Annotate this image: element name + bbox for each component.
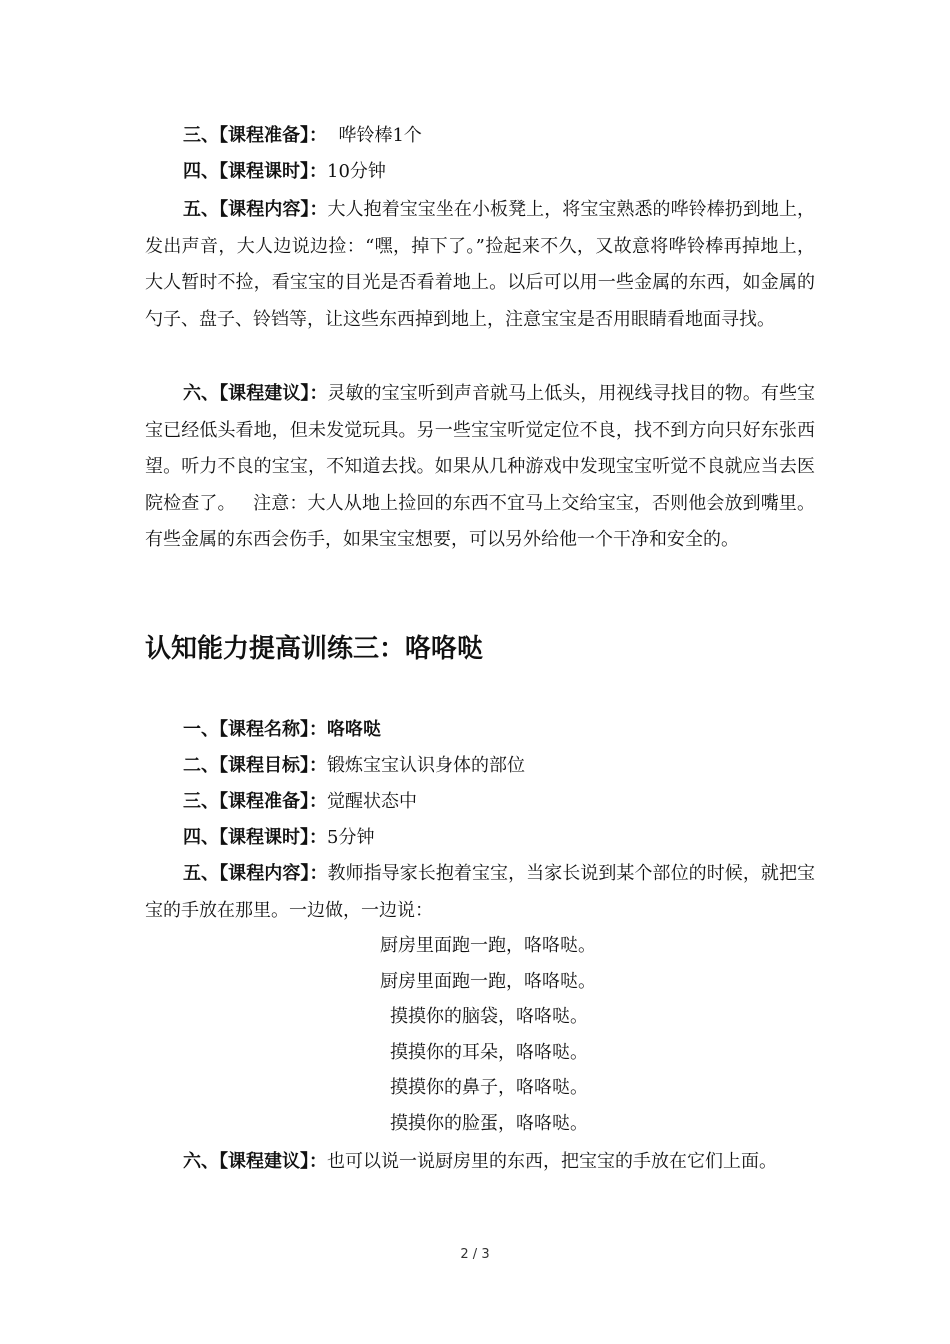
course-advice-value: 也可以说一说厨房里的东西，把宝宝的手放在它们上面。 bbox=[327, 1151, 777, 1172]
prep-value: 哗铃棒1个 bbox=[327, 125, 422, 146]
course-name-line bbox=[145, 712, 815, 749]
rhyme-line: 摸摸你的鼻子，咯咯哒。 bbox=[390, 1077, 588, 1098]
course-name-value: 咯咯哒 bbox=[327, 719, 381, 740]
hours-label: 四、【课程课时】： bbox=[183, 161, 327, 182]
page-number: 2 / 3 bbox=[460, 1247, 490, 1262]
rhyme-line: 厨房里面跑一跑，咯咯哒。 bbox=[380, 970, 596, 992]
content-paragraph bbox=[145, 192, 815, 338]
rhyme-line: 摸摸你的脑袋，咯咯哒。 bbox=[390, 1006, 588, 1027]
content-label: 五、【课程内容】： bbox=[183, 199, 328, 220]
course-advice-label: 六、【课程建议】： bbox=[183, 1151, 327, 1172]
course-content-value: 教师指导家长抱着宝宝，当家长说到某个部位的时候，就把宝宝的手放在那里。一边做，一边说： bbox=[145, 863, 815, 921]
course-hours-label: 四、【课程课时】： bbox=[183, 827, 327, 848]
content-value: 大人抱着宝宝坐在小板凳上，将宝宝熟悉的哗铃棒扔到地上，发出声音，大人边说边捡：“嘿，掉下了。”捡起来不久，又故意将哗铃棒再掉地上，大人暂时不捡，看宝宝的目光是否看着地上。以后可以用一些金属的东西，如金属的勺子、盘子、铃铛等，让这些东西掉到地上，注意宝宝是否用眼睛看地面寻找。 bbox=[145, 199, 815, 330]
course-goal-label: 二、【课程目标】： bbox=[183, 755, 327, 776]
course-advice-paragraph bbox=[145, 1144, 815, 1181]
section-heading: 认知能力提高训练三：咯咯哒 bbox=[145, 634, 484, 664]
course-prep-value: 觉醒状态中 bbox=[327, 791, 417, 812]
advice-paragraph bbox=[145, 376, 815, 559]
hours-line bbox=[145, 154, 815, 191]
advice-label: 六、【课程建议】： bbox=[183, 383, 328, 404]
rhyme-line: 摸摸你的脸蛋，咯咯哒。 bbox=[390, 1112, 588, 1134]
course-goal-line bbox=[145, 748, 815, 785]
hours-value: 10分钟 bbox=[327, 161, 386, 182]
prep-label: 三、【课程准备】： bbox=[183, 125, 327, 146]
course-name-label: 一、【课程名称】： bbox=[183, 719, 327, 740]
course-content-paragraph bbox=[145, 856, 815, 929]
rhyme-line: 摸摸你的耳朵，咯咯哒。 bbox=[390, 1041, 588, 1063]
rhyme-block bbox=[340, 928, 640, 1141]
rhyme-line: 厨房里面跑一跑，咯咯哒。 bbox=[380, 935, 596, 956]
advice-value: 灵敏的宝宝听到声音就马上低头，用视线寻找目的物。有些宝宝已经低头看地，但未发觉玩具。另一些宝宝听觉定位不良，找不到方向只好东张西望。听力不良的宝宝，不知道去找。如果从几种游戏中发现宝宝听觉不良就应当去医院检查了。 注意：大人从地上捡回的东西不宜马上交给宝宝，否则他会放到嘴里。有些金属的东西会伤手，如果宝宝想要，可以另外给他一个干净和安全的。 bbox=[145, 383, 815, 550]
course-hours-value: 5分钟 bbox=[327, 827, 375, 848]
course-content-label: 五、【课程内容】： bbox=[183, 863, 328, 884]
prep-line bbox=[145, 118, 815, 155]
course-hours-line bbox=[145, 820, 815, 857]
course-prep-line bbox=[145, 784, 815, 821]
course-prep-label: 三、【课程准备】： bbox=[183, 791, 327, 812]
course-goal-value: 锻炼宝宝认识身体的部位 bbox=[327, 755, 525, 776]
